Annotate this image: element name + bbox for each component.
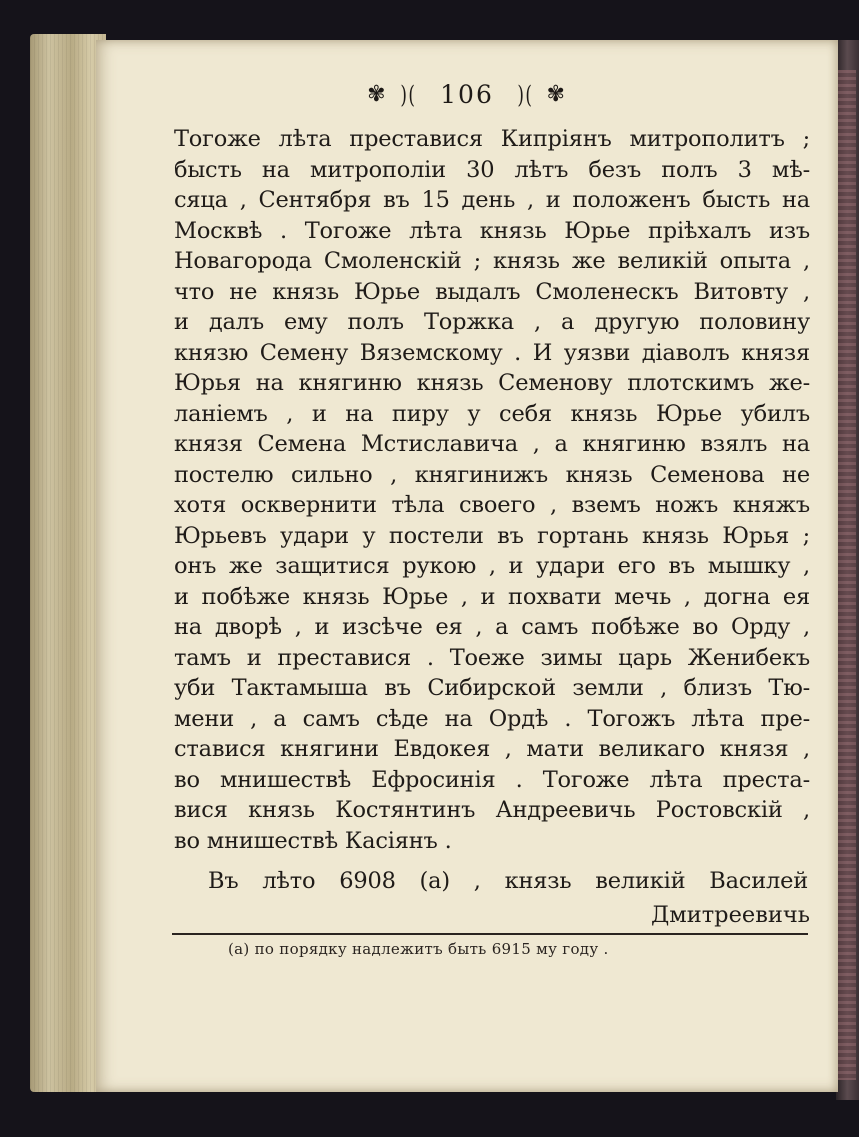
text-line: постелю сильно , княгинижъ князь Семенова не [174,461,810,488]
page-number: 106 [440,80,494,109]
text-line: ставися княгини Евдокея , мати великаго князя , [174,736,810,762]
text-line: что не князь Юрье выдалъ Смоленескъ Витовту , [174,278,810,305]
text-line: князя Семена Мстиславича , а княгиню взялъ на [174,431,810,457]
page-header [96,78,838,109]
footnote-rule [172,933,808,935]
text-line: князю Семену Вяземскому . И уязви діаволъ князя [174,339,810,366]
text-line: во мнишествѣ Касіянъ . [174,827,452,854]
text-line: и далъ ему полъ Торжка , а другую половину [174,309,810,335]
text-line: на дворѣ , и изсѣче ея , а самъ побѣже во Орду , [174,614,810,640]
ornament-left-icon: ✾ [367,82,388,107]
text-line: мени , а самъ сѣде на Ордѣ . Тогожъ лѣта пре- [174,705,810,732]
text-line: Новагорода Смоленскій ; князь же великій опыта , [174,248,810,274]
text-line: сяца , Сентября въ 15 день , и положенъ бысть на [174,187,810,213]
bracket-left: )( [400,80,417,109]
ornament-right-icon: ✾ [546,82,567,107]
text-line: вися князь Костянтинъ Андреевичь Ростовскій , [174,797,810,823]
text-line: хотя осквернити тѣла своего , вземъ ножъ княжъ [174,492,810,518]
book-binding-strip [838,70,856,1080]
text-line: тамъ и преставися . Тоеже зимы царь Женибекъ [174,644,810,671]
body-text [174,124,810,856]
text-line: во мнишествѣ Ефросинія . Тогоже лѣта преста- [174,766,810,793]
book-page [96,40,838,1092]
text-line: бысть на митрополіи 30 лѣтъ безъ полъ 3 мѣ- [174,156,810,183]
text-line: и побѣже князь Юрье , и похвати мечь , догна ея [174,583,810,610]
text-line: Москвѣ . Тогоже лѣта князь Юрье пріѣхалъ изъ [174,217,810,244]
bracket-right: )( [517,80,534,109]
footnote: (а) по порядку надлежитъ быть 6915 му году . [228,940,609,958]
year-entry-line: Въ лѣто 6908 (а) , князь великій Василей [208,868,808,894]
text-line: уби Тактамыша въ Сибирской земли , близъ Тю- [174,675,810,701]
year-entry [208,866,808,897]
text-line: ланіемъ , и на пиру у себя князь Юрье убилъ [174,400,810,427]
catchword: Дмитреевичь [650,902,810,928]
text-line: Тогоже лѣта преставися Кипріянъ митрополитъ ; [174,126,810,152]
text-line: Юрья на княгиню князь Семенову плотскимъ же- [174,370,810,396]
text-line: Юрьевъ удари у постели въ гортань князь Юрья ; [174,522,810,549]
book-page-edges [30,34,106,1092]
text-line: онъ же защитися рукою , и удари его въ мышку , [174,553,810,579]
